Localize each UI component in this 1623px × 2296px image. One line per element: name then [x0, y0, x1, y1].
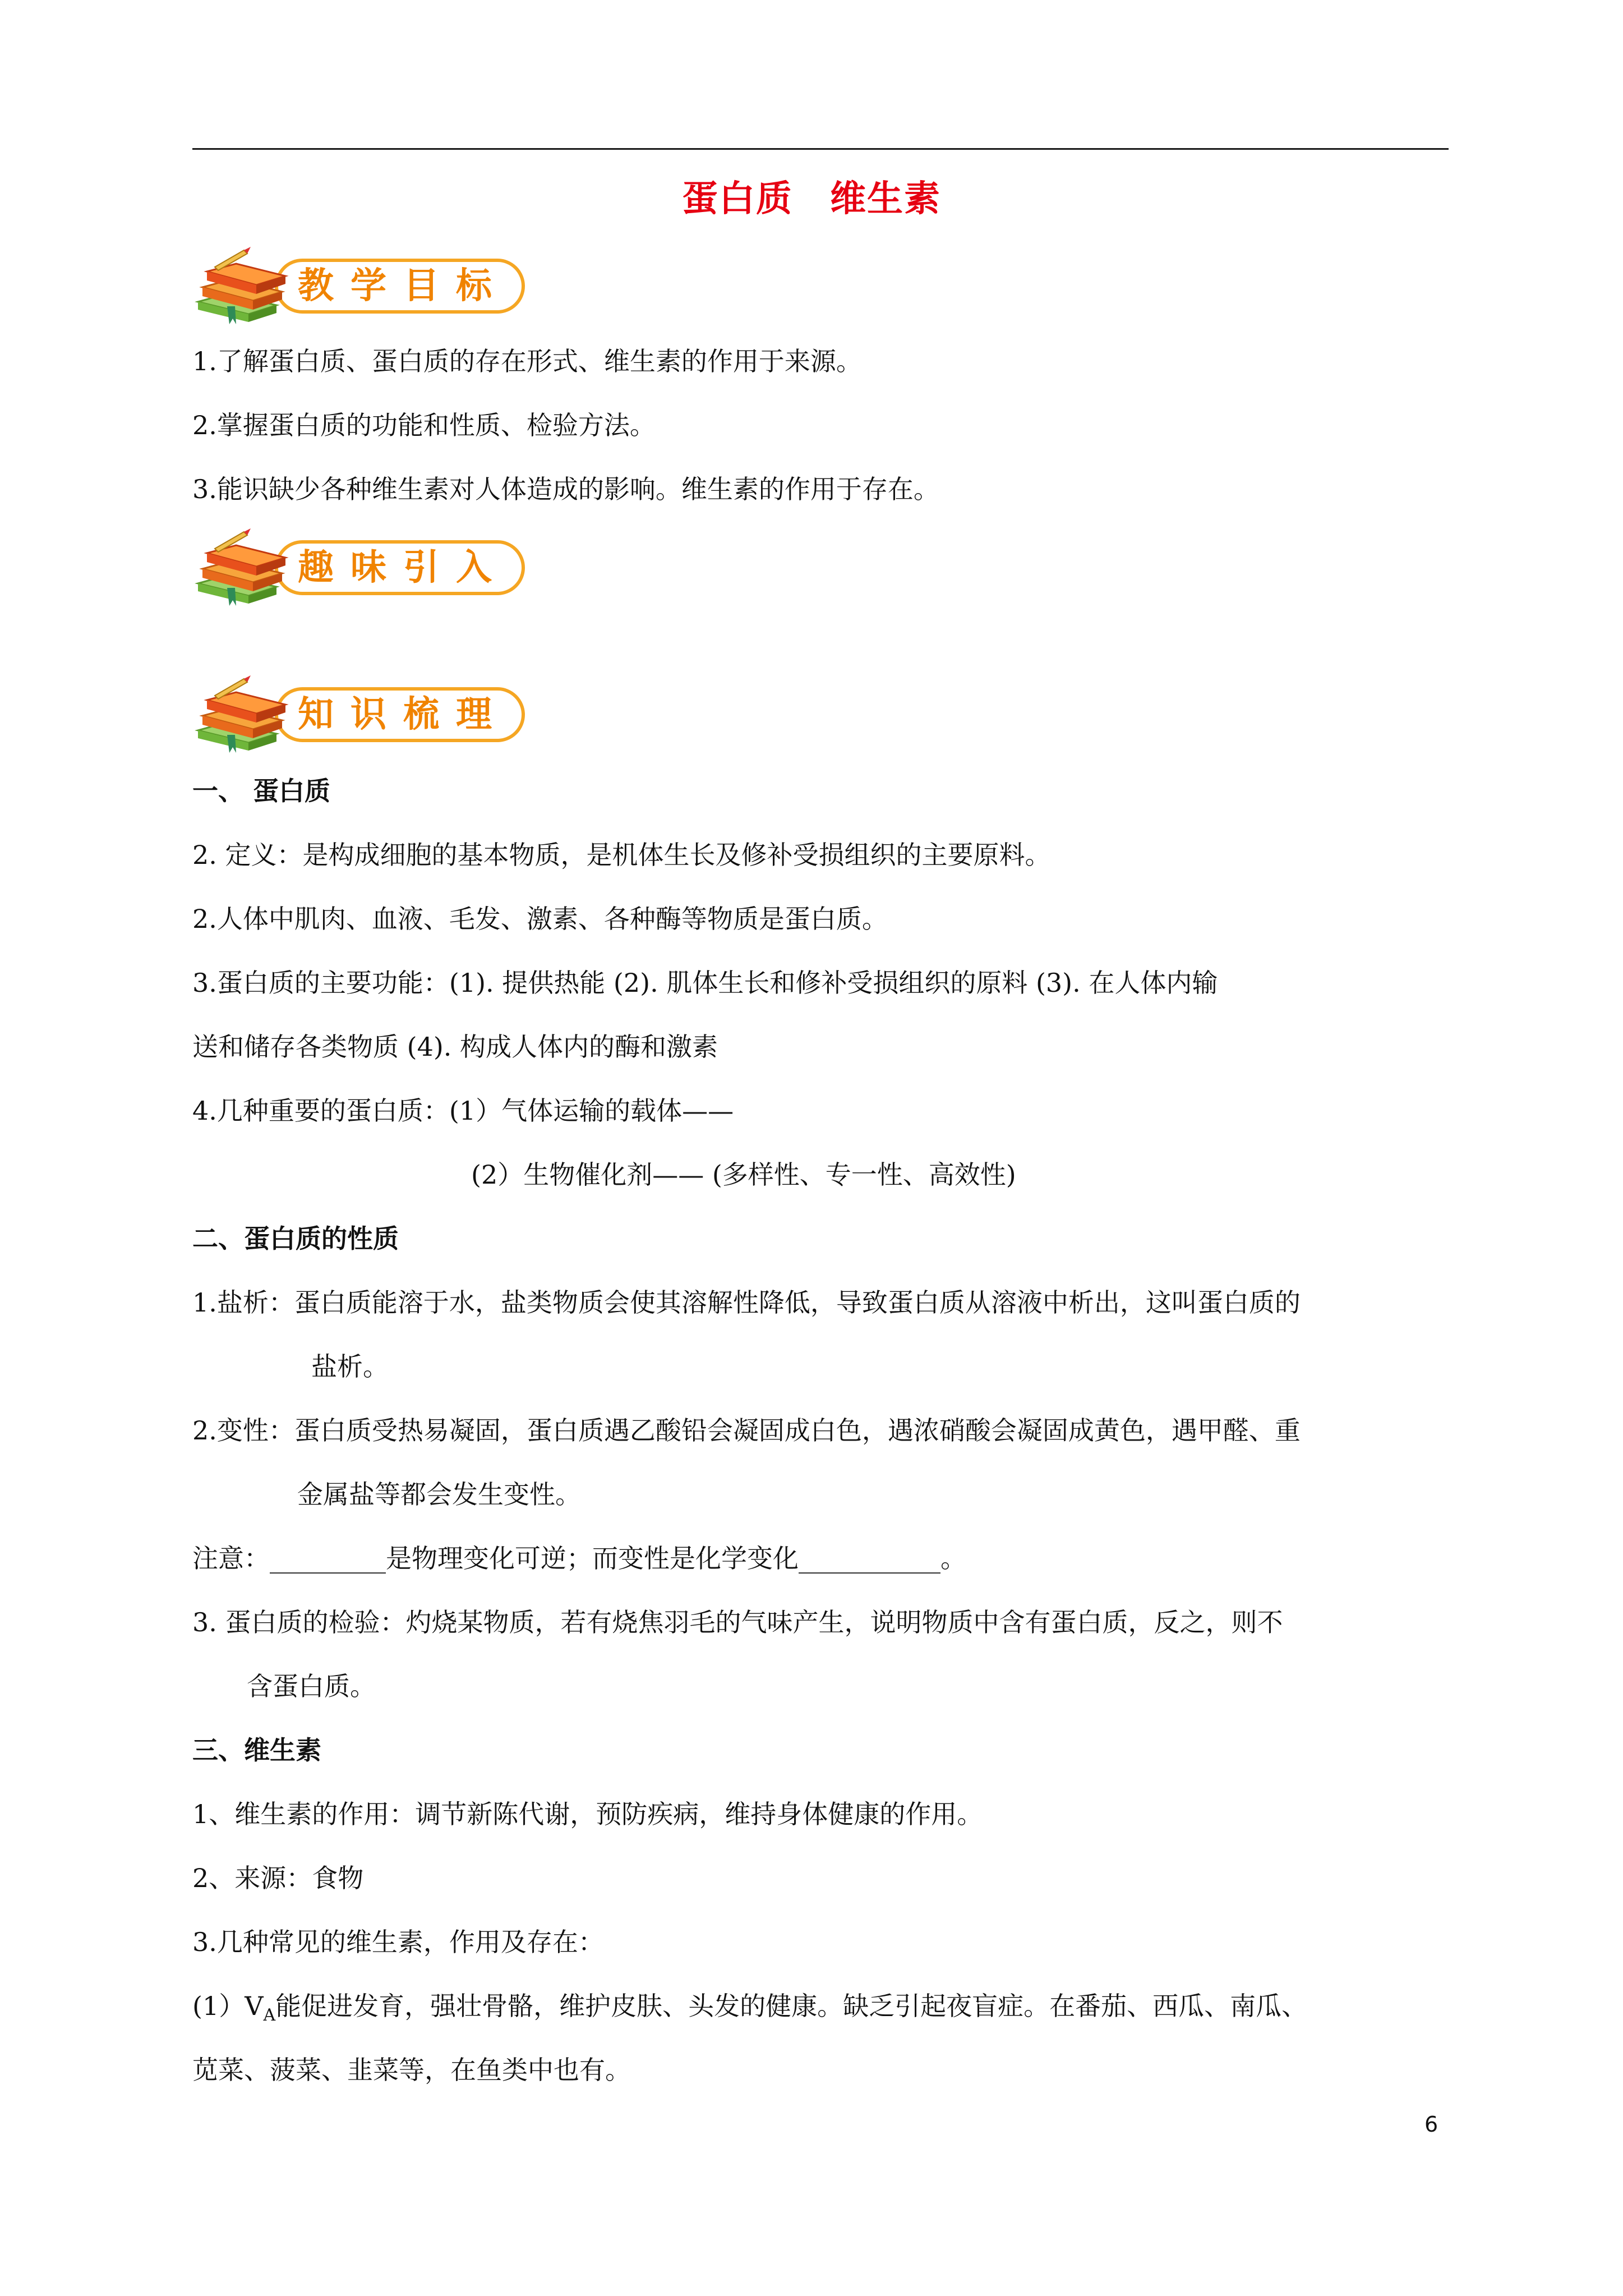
paragraph-line: 2. 定义：是构成细胞的基本物质，是机体生长及修补受损组织的主要原料。: [192, 840, 1051, 870]
vitamin-a-line: [192, 1989, 1454, 2032]
banner-fun-intro: [192, 522, 529, 611]
paragraph-line: 2、来源：食物: [192, 1863, 364, 1893]
section-heading: 一、 蛋白质: [192, 776, 331, 806]
paragraph-line: 盐析。: [311, 1351, 389, 1382]
paragraph-line: 3.几种常见的维生素，作用及存在：: [192, 1927, 604, 1957]
paragraph-line: 注意：_________是物理变化可逆；而变性是化学变化___________。: [192, 1543, 966, 1573]
paragraph-line: 1.盐析：蛋白质能溶于水，盐类物质会使其溶解性降低，导致蛋白质从溶液中析出，这叫蛋白质的: [192, 1287, 1301, 1318]
paragraph-line: 苋菜、菠菜、韭菜等，在鱼类中也有。: [192, 2055, 631, 2085]
paragraph-line: 含蛋白质。: [247, 1671, 376, 1701]
paragraph-line: 2.人体中肌肉、血液、毛发、激素、各种酶等物质是蛋白质。: [192, 904, 888, 934]
banner-label: 趣味引入: [298, 547, 509, 588]
paragraph-line: 4.几种重要的蛋白质：(1）气体运输的载体——: [192, 1096, 734, 1126]
paragraph-line: 2.变性：蛋白质受热易凝固，蛋白质遇乙酸铅会凝固成白色，遇浓硝酸会凝固成黄色，遇甲醛、重: [192, 1415, 1301, 1446]
page-number: 6: [1424, 2112, 1438, 2137]
objective-item: 2.掌握蛋白质的功能和性质、检验方法。: [192, 410, 656, 440]
paragraph-line: 1、维生素的作用：调节新陈代谢，预防疾病，维持身体健康的作用。: [192, 1799, 983, 1829]
objective-item: 1.了解蛋白质、蛋白质的存在形式、维生素的作用于来源。: [192, 346, 862, 376]
header-rule: [192, 148, 1449, 150]
banner-teaching-objectives: [192, 240, 529, 330]
page-title: 蛋白质 维生素: [682, 178, 941, 220]
vitamin-a-text: 能促进发育，强壮骨骼，维护皮肤、头发的健康。缺乏引起夜盲症。在番茄、西瓜、南瓜、: [275, 1991, 1308, 2021]
banner-label: 知识梳理: [298, 694, 509, 735]
section-heading: 三、维生素: [192, 1735, 321, 1765]
paragraph-line: 金属盐等都会发生变性。: [297, 1479, 581, 1510]
paragraph-line: (2）生物催化剂—— (多样性、专一性、高效性): [471, 1159, 1016, 1190]
paragraph-line: 送和储存各类物质 (4). 构成人体内的酶和激素: [192, 1032, 718, 1062]
vitamin-a-prefix: (1）V: [192, 1991, 264, 2021]
paragraph-line: 3. 蛋白质的检验：灼烧某物质，若有烧焦羽毛的气味产生，说明物质中含有蛋白质，反之，则不: [192, 1607, 1283, 1637]
objective-item: 3.能识缺少各种维生素对人体造成的影响。维生素的作用于存在。: [192, 474, 939, 504]
paragraph-line: 3.蛋白质的主要功能：(1). 提供热能 (2). 肌体生长和修补受损组织的原料 (3). 在人体内输: [192, 968, 1218, 998]
banner-knowledge-review: [192, 669, 529, 758]
banner-label: 教学目标: [298, 265, 509, 307]
vitamin-a-subscript: A: [263, 2005, 276, 2026]
section-heading: 二、蛋白质的性质: [192, 1223, 399, 1254]
